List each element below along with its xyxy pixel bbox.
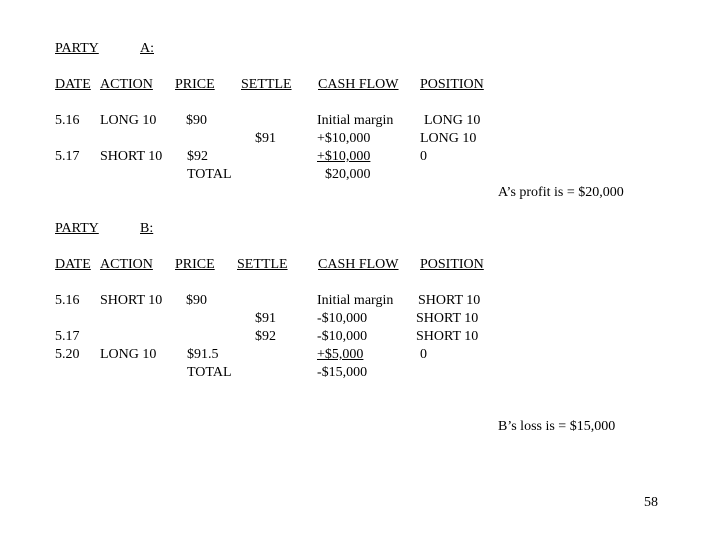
party-b-header-action: ACTION xyxy=(100,257,153,272)
party-b-name: B: xyxy=(140,221,154,236)
party-b-row1-position: SHORT 10 xyxy=(418,293,481,308)
party-b-row3-cash-flow: -$10,000 xyxy=(317,329,368,344)
party-b-row4-action: LONG 10 xyxy=(100,347,157,362)
party-b-row5-total-label: TOTAL xyxy=(187,365,232,380)
party-b-label: PARTY xyxy=(55,221,99,236)
party-a-row3-price: $92 xyxy=(187,149,208,164)
party-a-row3-action: SHORT 10 xyxy=(100,149,163,164)
party-a-header-action: ACTION xyxy=(100,77,153,92)
party-a-row4-total-label: TOTAL xyxy=(187,167,232,182)
party-b-row5-cash-flow: -$15,000 xyxy=(317,365,368,380)
party-b-header-date: DATE xyxy=(55,257,91,272)
party-b-row2-settle: $91 xyxy=(255,311,276,326)
party-b-header-cash-flow: CASH FLOW xyxy=(318,257,399,272)
party-a-row1-cash-flow: Initial margin xyxy=(317,113,394,128)
page-number: 58 xyxy=(644,495,658,510)
party-b-row1-action: SHORT 10 xyxy=(100,293,163,308)
party-b-header-price: PRICE xyxy=(175,257,215,272)
party-a-row2-settle: $91 xyxy=(255,131,276,146)
party-a-label: PARTY xyxy=(55,41,99,56)
party-a-result: A’s profit is = $20,000 xyxy=(498,185,624,200)
party-a-row3-date: 5.17 xyxy=(55,149,80,164)
party-a-header-position: POSITION xyxy=(420,77,484,92)
party-b-row4-price: $91.5 xyxy=(187,347,219,362)
party-b-row4-position: 0 xyxy=(420,347,427,362)
party-b-row4-cash-flow: +$5,000 xyxy=(317,347,364,362)
party-b-result: B’s loss is = $15,000 xyxy=(498,419,616,434)
party-b-row1-date: 5.16 xyxy=(55,293,80,308)
party-b-header-settle: SETTLE xyxy=(237,257,288,272)
party-b-row4-date: 5.20 xyxy=(55,347,80,362)
party-b-row3-date: 5.17 xyxy=(55,329,80,344)
party-a-header-price: PRICE xyxy=(175,77,215,92)
party-b-row1-cash-flow: Initial margin xyxy=(317,293,394,308)
party-a-row3-cash-flow: +$10,000 xyxy=(317,149,371,164)
party-b-row2-cash-flow: -$10,000 xyxy=(317,311,368,326)
party-a-row2-cash-flow: +$10,000 xyxy=(317,131,371,146)
party-b-row3-settle: $92 xyxy=(255,329,276,344)
party-b-row1-price: $90 xyxy=(186,293,207,308)
party-a-row1-price: $90 xyxy=(186,113,207,128)
party-a-row2-position: LONG 10 xyxy=(420,131,477,146)
party-a-header-date: DATE xyxy=(55,77,91,92)
party-a-name: A: xyxy=(140,41,154,56)
party-a-header-cash-flow: CASH FLOW xyxy=(318,77,399,92)
party-a-row1-position: LONG 10 xyxy=(424,113,481,128)
party-a-row1-action: LONG 10 xyxy=(100,113,157,128)
party-b-header-position: POSITION xyxy=(420,257,484,272)
party-a-header-settle: SETTLE xyxy=(241,77,292,92)
party-a-row3-position: 0 xyxy=(420,149,427,164)
party-a-row4-cash-flow: $20,000 xyxy=(325,167,371,182)
party-a-row1-date: 5.16 xyxy=(55,113,80,128)
party-b-row2-position: SHORT 10 xyxy=(416,311,479,326)
party-b-row3-position: SHORT 10 xyxy=(416,329,479,344)
